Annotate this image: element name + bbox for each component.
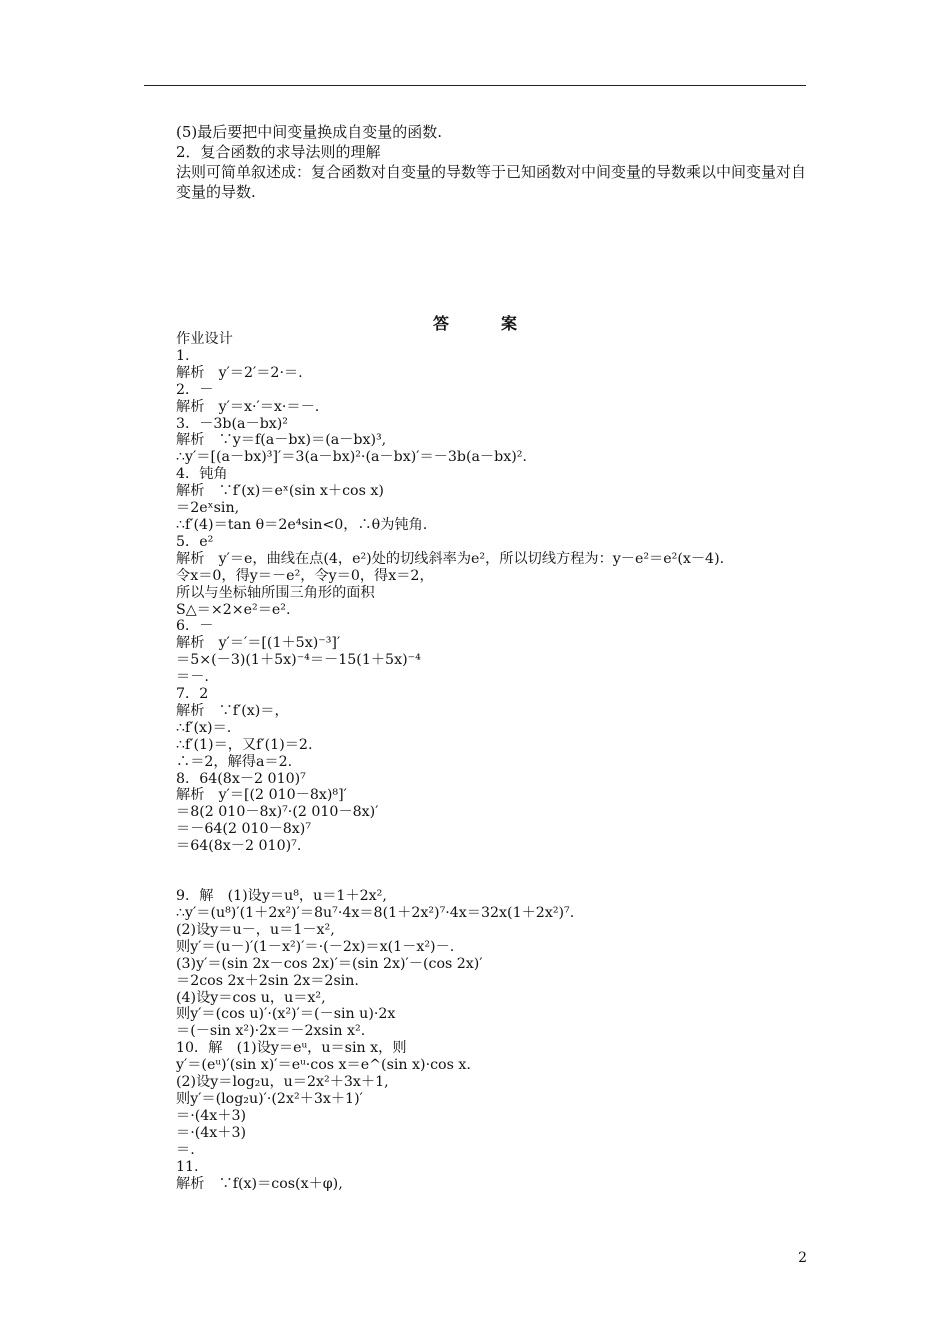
answer-line: ＝64(8x－2 010)⁷. — [176, 838, 302, 855]
answer-line: 则y′＝(u－)′(1－x²)′＝·(－2x)＝x(1－x²)－. — [176, 938, 455, 955]
answer-line: 7．2 — [176, 686, 209, 703]
answer-line: 10．解 (1)设y＝eᵘ，u＝sin x，则 — [176, 1040, 407, 1057]
answer-line: ＝－64(2 010－8x)⁷ — [176, 821, 312, 838]
answer-line: ∴f′(x)＝. — [176, 719, 232, 736]
answer-line: 解析 y′＝2′＝2·＝. — [176, 364, 303, 381]
answer-line: ＝2eˣsin, — [176, 500, 240, 517]
answer-line: 4．钝角 — [176, 466, 228, 483]
answer-line: (3)y′＝(sin 2x－cos 2x)′＝(sin 2x)′－(cos 2x)′ — [176, 955, 483, 972]
answer-line: 3．－3b(a－bx)² — [176, 415, 288, 432]
answer-line: (2)设y＝log₂u，u＝2x²＋3x＋1, — [176, 1074, 389, 1091]
answer-line: 解析 ∵f′(x)＝， — [176, 702, 289, 719]
answer-line: 所以与坐标轴所围三角形的面积 — [176, 584, 375, 601]
answer-line: 解析 y′＝[(2 010－8x)⁸]′ — [176, 787, 347, 804]
intro-section — [144, 122, 806, 202]
answer-line: 6．－ — [176, 618, 214, 635]
answer-line: 2．－ — [176, 381, 214, 398]
answer-line: ＝·(4x＋3) — [176, 1124, 247, 1141]
answer-line: 则y′＝(log₂u)′·(2x²＋3x＋1)′ — [176, 1090, 363, 1107]
answer-line: 则y′＝(cos u)′·(x²)′＝(－sin u)·2x — [176, 1006, 396, 1023]
answer-line: S△＝×2×e²＝e². — [176, 601, 291, 618]
answer-line: ＝. — [176, 1141, 195, 1158]
answer-line: ＝2cos 2x＋2sin 2x＝2sin. — [176, 972, 359, 989]
spacer — [176, 855, 816, 888]
answer-line: 令x＝0，得y＝－e²，令y＝0，得x＝2， — [176, 567, 434, 584]
answer-line: 解析 y′＝e，曲线在点(4，e²)处的切线斜率为e²，所以切线方程为：y－e²＝e²(x－4). — [176, 550, 725, 567]
answer-line: 5．e² — [176, 533, 214, 550]
answer-line: 作业设计 — [176, 331, 233, 347]
header-rule — [144, 85, 806, 86]
answer-line: ∴y′＝[(a－bx)³]′＝3(a－bx)²·(a－bx)′＝－3b(a－bx)². — [176, 449, 527, 466]
answer-line: ∴f′(1)＝，又f′(1)＝2. — [176, 736, 313, 753]
answer-line: (4)设y＝cos u，u＝x², — [176, 989, 326, 1006]
answer-line: 9．解 (1)设y＝u⁸，u＝1＋2x², — [176, 888, 387, 905]
answers-section — [176, 331, 816, 1192]
answer-line: 1. — [176, 347, 190, 364]
answer-line: 解析 y′＝x·′＝x·＝－. — [176, 398, 320, 415]
answer-line: ＝(－sin x²)·2x＝－2xsin x². — [176, 1023, 366, 1040]
answer-line: ∴y′＝(u⁸)′(1＋2x²)′＝8u⁷·4x＝8(1＋2x²)⁷·4x＝32x(1＋2x²)⁷. — [176, 905, 575, 921]
answer-line: 解析 ∵y＝f(a－bx)＝(a－bx)³, — [176, 432, 387, 449]
answer-line: ＝－. — [176, 669, 209, 686]
answer-line: 解析 ∵f′(x)＝eˣ(sin x＋cos x) — [176, 483, 384, 500]
answer-line: ＝·(4x＋3) — [176, 1107, 247, 1124]
answer-line: 11. — [176, 1158, 199, 1175]
answer-line: ＝8(2 010－8x)⁷·(2 010－8x)′ — [176, 804, 379, 821]
answer-line: ∴f′(4)＝tan θ＝2e⁴sin<0，∴θ为钝角. — [176, 516, 428, 533]
answer-line: 解析 y′＝′＝[(1＋5x)⁻³]′ — [176, 635, 341, 652]
page-number: 2 — [798, 1250, 807, 1266]
answer-line: ＝5×(－3)(1＋5x)⁻⁴＝－15(1＋5x)⁻⁴ — [176, 652, 421, 669]
answer-line: (2)设y＝u－，u＝1－x², — [176, 921, 335, 938]
intro-line: 2．复合函数的求导法则的理解 — [176, 143, 381, 161]
intro-line: (5)最后要把中间变量换成自变量的函数. — [176, 123, 443, 141]
intro-line: 法则可简单叙述成：复合函数对自变量的导数等于已知函数对中间变量的导数乘以中间变量对自变量的导数. — [176, 163, 807, 201]
answer-line: ∴＝2，解得a＝2. — [176, 753, 293, 770]
answers-group-2 — [176, 888, 816, 1192]
answer-line: y′＝(eᵘ)′(sin x)′＝eᵘ·cos x＝e^(sin x)·cos x. — [176, 1057, 471, 1074]
answer-line: 8．64(8x－2 010)⁷ — [176, 770, 306, 787]
answer-line: 解析 ∵f(x)＝cos(x＋φ), — [176, 1175, 343, 1192]
answers-group-1 — [176, 331, 816, 855]
answers-title: 答案 — [432, 314, 569, 333]
